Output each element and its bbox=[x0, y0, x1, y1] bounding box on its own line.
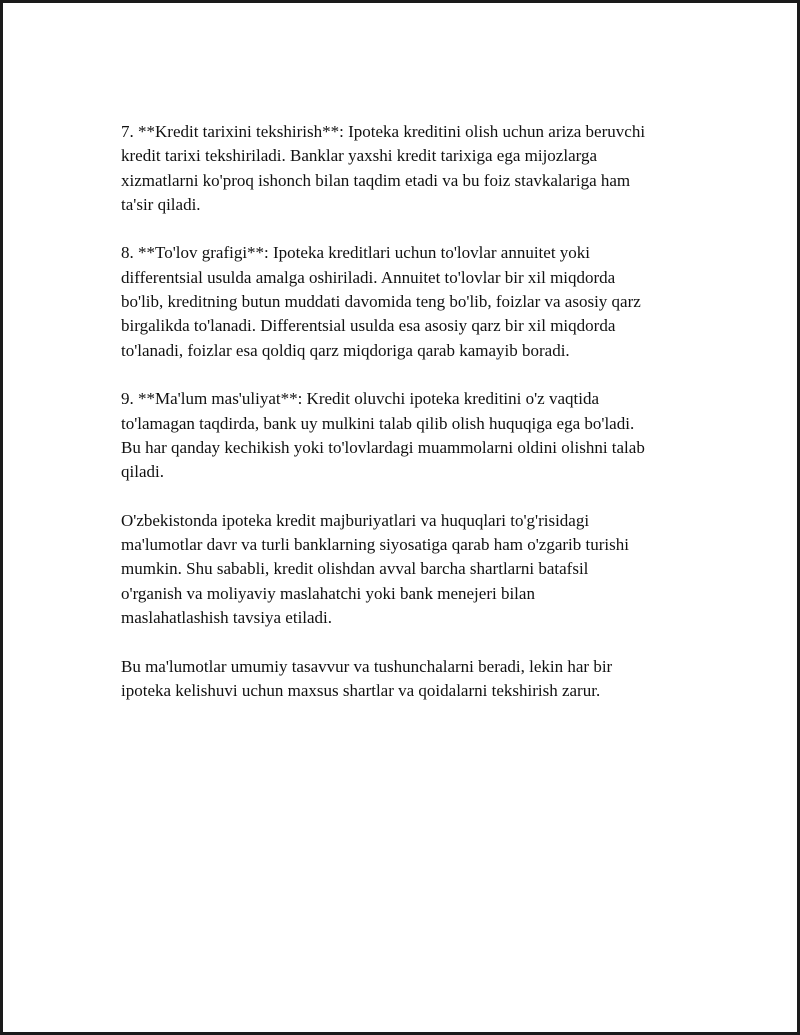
document-body bbox=[121, 120, 701, 727]
paragraph-credit-history: 7. **Kredit tarixini tekshirish**: Ipoteka kreditini olish uchun ariza beruvchi kredit tarixi tekshiriladi. Banklar yaxshi kredit tarixiga ega mijozlarga xizmatlarni ko'proq ishonch bilan taqdim etadi va bu foiz stavkalariga ham ta'sir qiladi. bbox=[121, 122, 646, 214]
paragraph-liability: 9. **Ma'lum mas'uliyat**: Kredit oluvchi ipoteka kreditini o'z vaqtida to'lamagan taqdirda, bank uy mulkini talab qilib olish huquqiga ega bo'ladi. Bu har qanday kechikish yoki to'lovlardagi muammolarni oldini olishni talab qiladi. bbox=[121, 389, 645, 482]
paragraph-conclusion: Bu ma'lumotlar umumiy tasavvur va tushunchalarni beradi, lekin har bir ipoteka kelishuvi uchun maxsus shartlar va qoidalarni tekshirish zarur. bbox=[121, 656, 613, 700]
paragraph-uzbekistan-info: O'zbekistonda ipoteka kredit majburiyatlari va huquqlari to'g'risidagi ma'lumotlar davr va turli banklarning siyosatiga qarab ham o'zgarib turishi mumkin. Shu sababli, kredit olishdan avval barcha shartlarni batafsil o'rganish va moliyaviy maslahatchi yoki bank menejeri bilan maslahatlashish tavsiya etiladi. bbox=[121, 510, 629, 627]
paragraph-payment-schedule: 8. **To'lov grafigi**: Ipoteka kreditlari uchun to'lovlar annuitet yoki differentsial usulda amalga oshiriladi. Annuitet to'lovlar bir xil miqdorda bo'lib, kreditning butun muddati davomida teng bo'lib, foizlar va asosiy qarz birgalikda to'lanadi. Differentsial usulda esa asosiy qarz bir xil miqdorda to'lanadi, foizlar esa qoldiq qarz miqdoriga qarab kamayib boradi. bbox=[121, 243, 641, 360]
